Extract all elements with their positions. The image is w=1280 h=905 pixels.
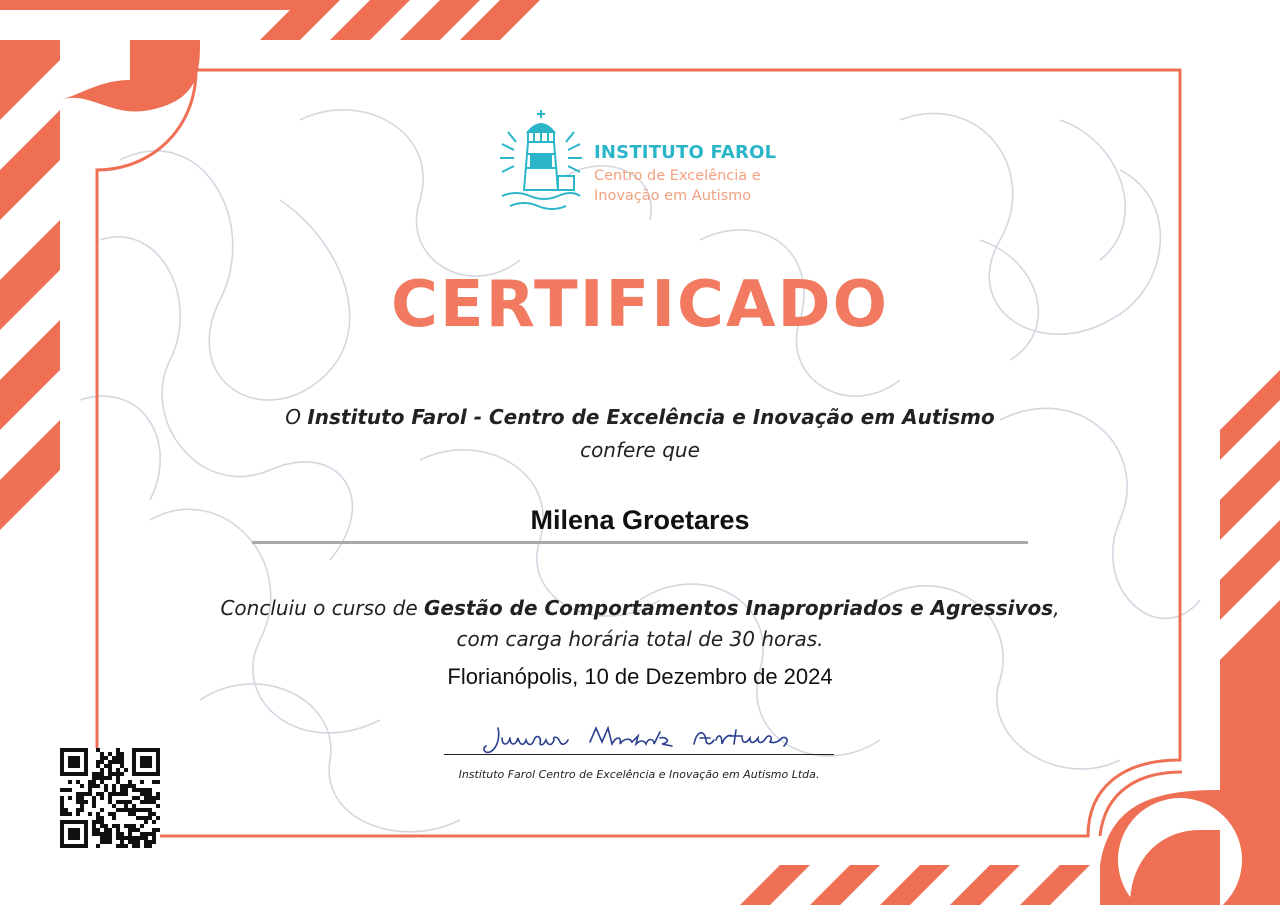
top-stripes <box>260 0 540 40</box>
signature-line <box>444 754 834 755</box>
signature-label: Instituto Farol Centro de Excelência e Inovação em Autismo Ltda. <box>458 768 820 781</box>
course-prefix: Concluiu o curso de <box>220 596 418 620</box>
logo-title: INSTITUTO FAROL <box>594 142 777 163</box>
recipient-underline <box>252 541 1028 544</box>
certificate-title: CERTIFICADO <box>390 268 890 342</box>
confers-line: confere que <box>580 438 700 462</box>
recipient-name: Milena Groetares <box>530 505 750 535</box>
intro-line <box>0 405 1280 429</box>
institute-logo <box>496 110 796 220</box>
handwritten-signature <box>440 722 800 758</box>
course-suffix: , <box>1053 596 1060 620</box>
intro-prefix: O <box>285 405 301 429</box>
workload-line: com carga horária total de 30 horas. <box>456 627 824 651</box>
logo-tagline: Centro de Excelência e Inovação em Autismo <box>594 168 761 204</box>
place-date: Florianópolis, 10 de Dezembro de 2024 <box>447 664 833 689</box>
lighthouse-icon <box>496 110 586 220</box>
course-name: Gestão de Comportamentos Inapropriados e Agressivos <box>424 596 1054 620</box>
qr-code[interactable] <box>60 748 160 848</box>
institution-name: Instituto Farol - Centro de Excelência e Inovação em Autismo <box>307 405 995 429</box>
bottom-stripes <box>740 865 1090 905</box>
course-line <box>0 596 1280 620</box>
